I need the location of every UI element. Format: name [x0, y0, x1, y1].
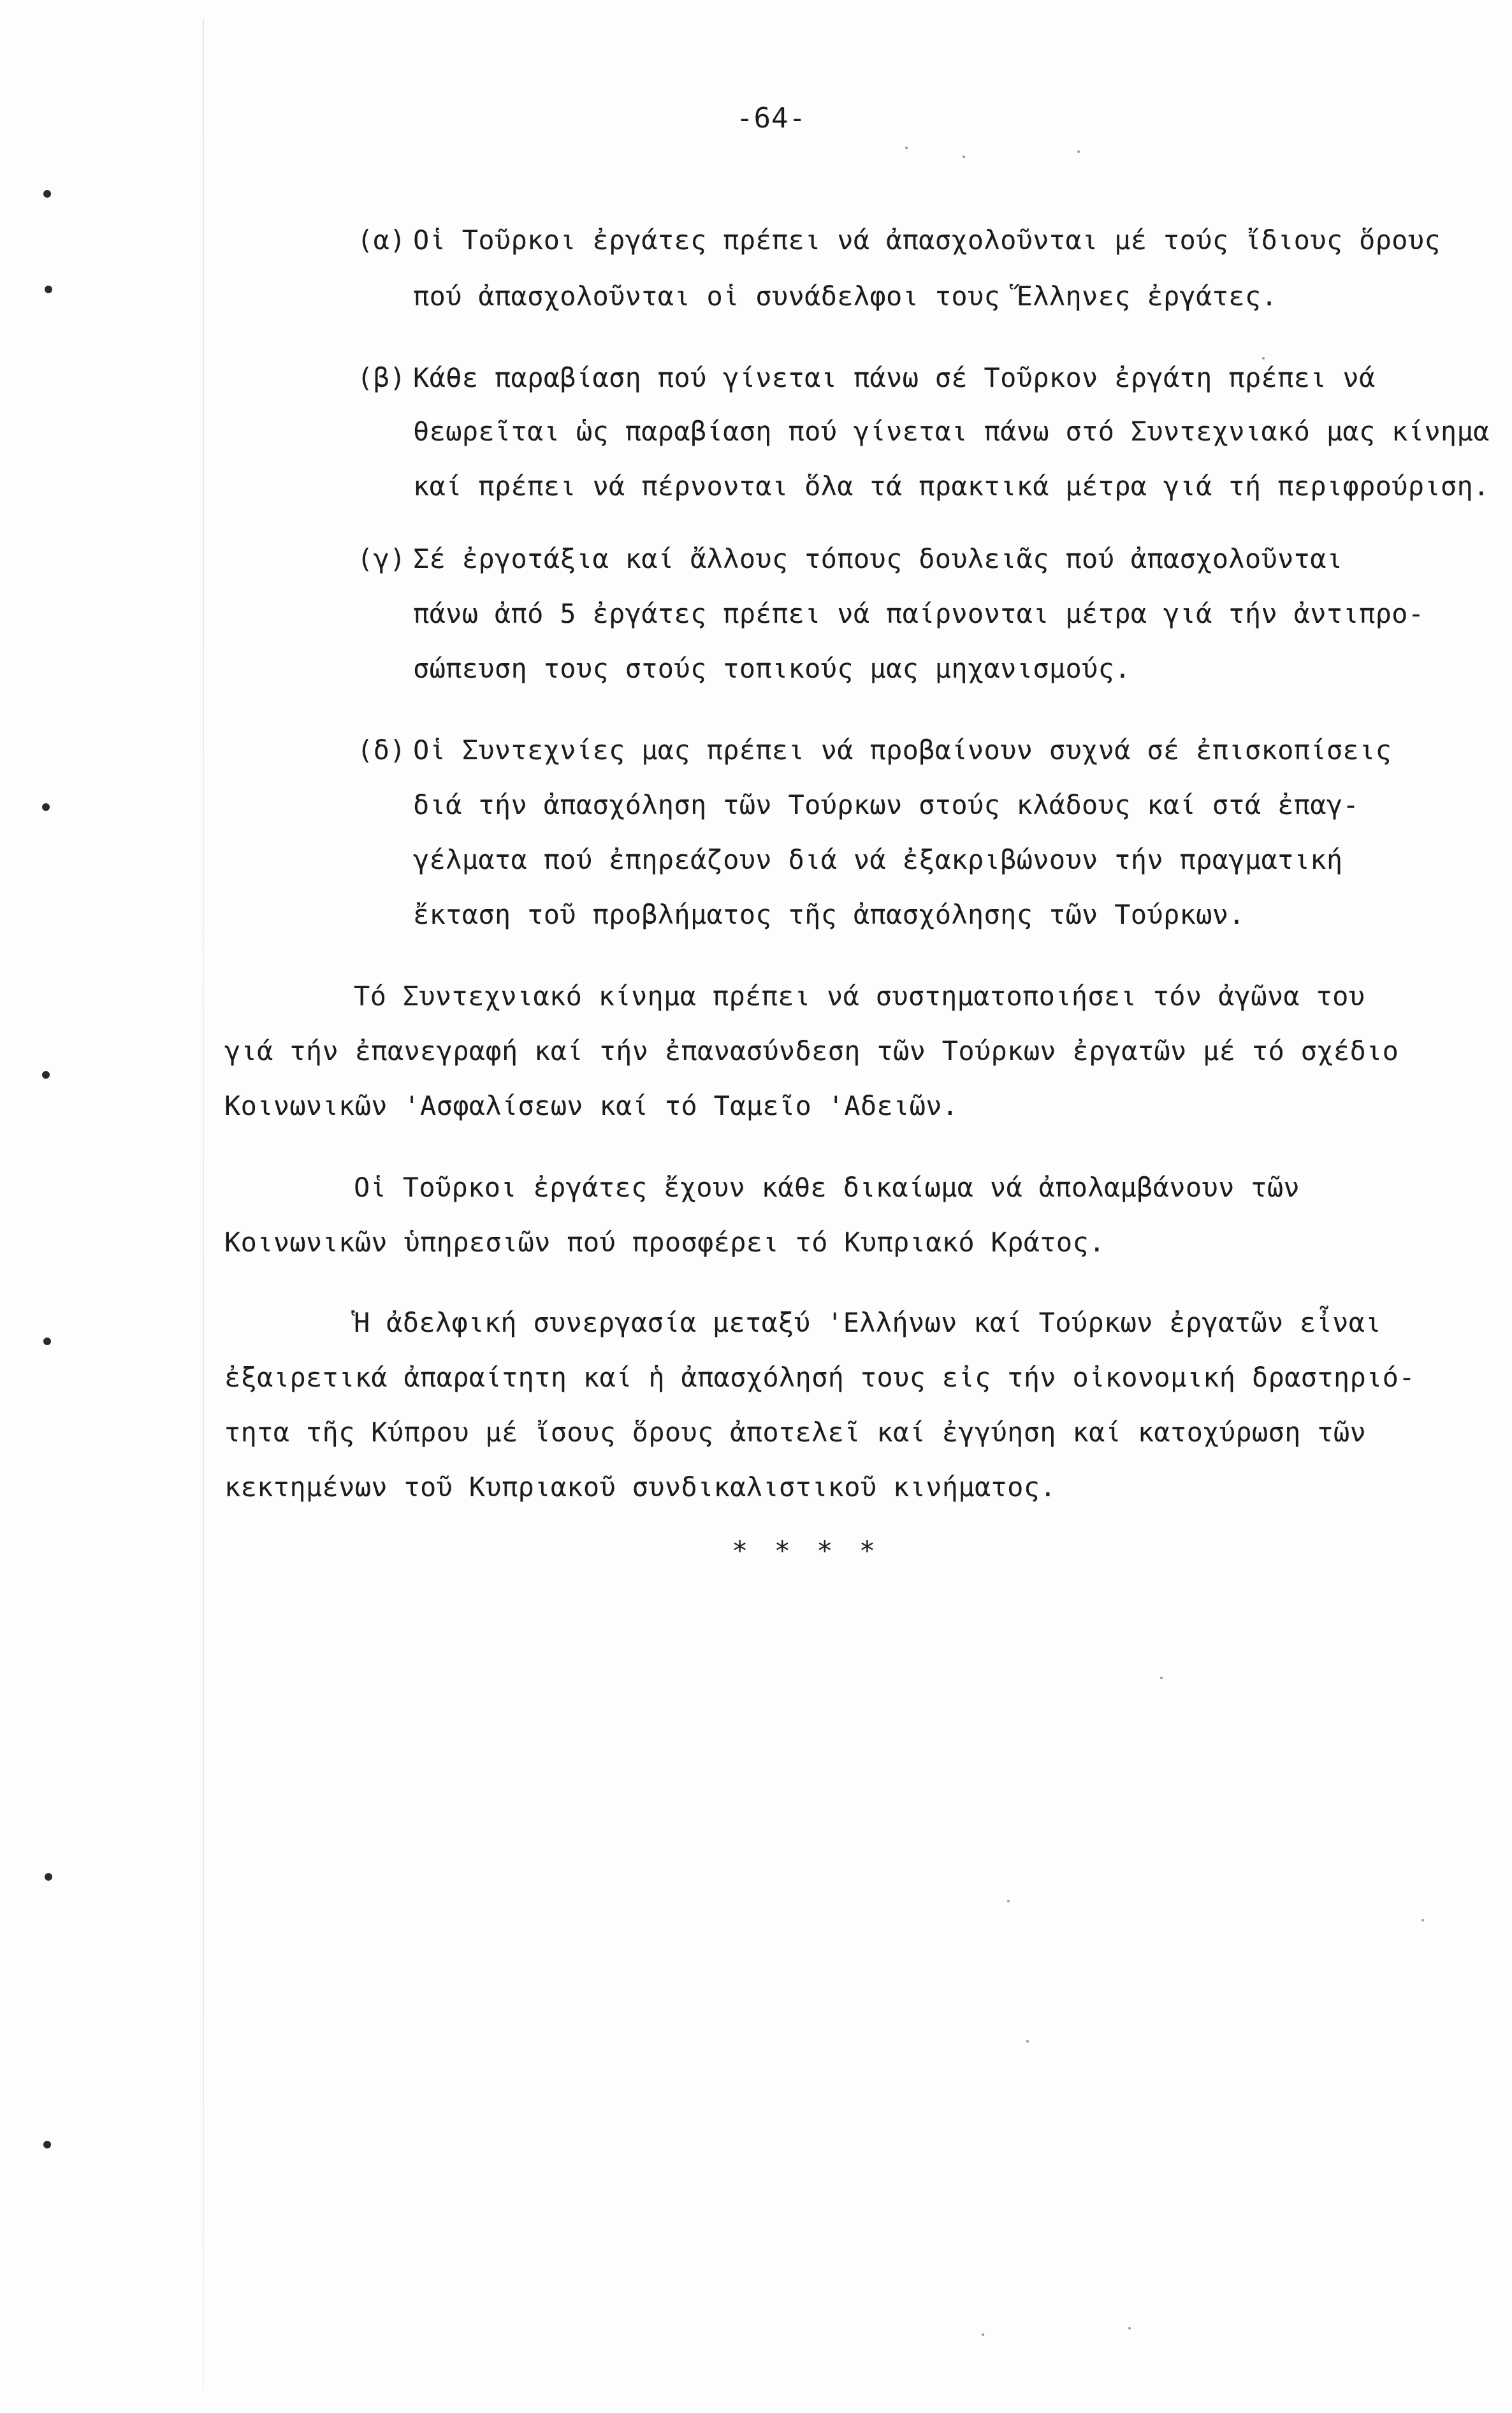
binder-dot [42, 1071, 50, 1079]
item-beta-line-2 [413, 416, 1490, 447]
paragraph-text: Κοινωνικῶν 'Ασφαλίσεων καί τό Ταμεῖο 'Αδειῶν. [224, 1090, 959, 1121]
paragraph-3-line-1 [354, 1307, 1381, 1338]
item-marker: (β) [357, 362, 406, 393]
item-marker: (α) [357, 224, 406, 256]
item-gamma-line-3 [413, 653, 1131, 684]
item-delta-line-1 [357, 734, 1392, 766]
item-beta-line-1 [357, 362, 1376, 393]
scan-speck [1421, 1919, 1424, 1921]
paragraph-2-line-2 [224, 1227, 1105, 1258]
paragraph-text: ἐξαιρετικά ἀπαραίτητη καί ἡ ἀπασχόλησή τους εἰς τήν οἰκονομική δραστηριό- [224, 1362, 1415, 1393]
paragraph-text: Τό Συντεχνιακό κίνημα πρέπει νά συστηματοποιήσει τόν ἀγῶνα του [354, 981, 1365, 1012]
item-text: ἔκταση τοῦ προβλήματος τῆς ἀπασχόλησης τῶν Τούρκων. [413, 899, 1245, 930]
scan-speck [982, 2333, 984, 2336]
item-delta-line-2 [413, 789, 1359, 820]
paragraph-text: Ἡ ἀδελφική συνεργασία μεταξύ 'Ελλήνων καί Τούρκων ἐργατῶν εἶναι [354, 1307, 1381, 1338]
binder-dot [42, 803, 50, 811]
paragraph-1-line-2 [224, 1035, 1399, 1067]
scan-speck [963, 156, 965, 158]
item-text: θεωρεῖται ὡς παραβίαση πού γίνεται πάνω στό Συντεχνιακό μας κίνημα [413, 416, 1490, 447]
paragraph-text: Οἱ Τοῦρκοι ἐργάτες ἔχουν κάθε δικαίωμα νά ἀπολαμβάνουν τῶν [354, 1172, 1300, 1203]
item-alpha-line-1 [357, 224, 1441, 256]
scan-speck [1077, 150, 1080, 153]
paragraph-text: κεκτημένων τοῦ Κυπριακοῦ συνδικαλιστικοῦ κινήματος. [224, 1471, 1056, 1503]
binder-dot [45, 1873, 52, 1881]
item-text: διά τήν ἀπασχόληση τῶν Τούρκων στούς κλάδους καί στά ἐπαγ- [413, 789, 1359, 820]
item-beta-line-3 [413, 470, 1490, 502]
binder-dot [45, 286, 52, 293]
item-delta-line-4 [413, 899, 1245, 930]
paragraph-text: τητα τῆς Κύπρου μέ ἴσους ὅρους ἀποτελεῖ καί ἐγγύηση καί κατοχύρωση τῶν [224, 1417, 1367, 1448]
item-text: πάνω ἀπό 5 ἐργάτες πρέπει νά παίρνονται μέτρα γιά τήν ἀντιπρο- [413, 598, 1425, 629]
item-text: Οἱ Συντεχνίες μας πρέπει νά προβαίνουν συχνά σέ ἐπισκοπίσεις [413, 734, 1392, 766]
end-mark: * * * * [732, 1535, 881, 1566]
item-text: Κάθε παραβίαση πού γίνεται πάνω σέ Τοῦρκον ἐργάτη πρέπει νά [413, 362, 1376, 393]
binder-dot [43, 2141, 51, 2148]
scan-speck [1160, 1677, 1163, 1679]
item-text: σώπευση τους στούς τοπικούς μας μηχανισμούς. [413, 653, 1131, 684]
item-text: Σέ ἐργοτάξια καί ἄλλους τόπους δουλειᾶς πού ἀπασχολοῦνται [413, 543, 1343, 574]
scan-speck [1128, 2327, 1131, 2329]
item-text: καί πρέπει νά πέρνονται ὅλα τά πρακτικά μέτρα γιά τή περιφρούριση. [413, 470, 1490, 502]
item-gamma-line-2 [413, 598, 1424, 629]
item-text: πού ἀπασχολοῦνται οἱ συνάδελφοι τους Ἕλληνες ἐργάτες. [413, 281, 1278, 312]
scan-speck [905, 147, 908, 149]
paragraph-3-line-3 [224, 1417, 1366, 1448]
paragraph-1-line-1 [354, 981, 1365, 1012]
item-text: Οἱ Τοῦρκοι ἐργάτες πρέπει νά ἀπασχολοῦνται μέ τούς ἴδιους ὅρους [413, 224, 1441, 256]
binder-dot [43, 190, 51, 198]
paragraph-3-line-4 [224, 1471, 1056, 1503]
item-marker: (γ) [357, 543, 406, 574]
item-delta-line-3 [413, 844, 1342, 875]
scan-speck [1026, 2040, 1029, 2043]
paragraph-text: Κοινωνικῶν ὑπηρεσιῶν πού προσφέρει τό Κυπριακό Κράτος. [224, 1227, 1105, 1258]
item-alpha-line-2 [413, 281, 1277, 312]
paragraph-2-line-1 [354, 1172, 1300, 1203]
scan-speck [1262, 357, 1265, 360]
paragraph-3-line-2 [224, 1362, 1415, 1393]
scan-speck [1007, 1900, 1010, 1902]
page-number: -64- [736, 102, 806, 135]
item-text: γέλματα πού ἐπηρεάζουν διά νά ἐξακριβώνουν τήν πραγματική [413, 844, 1343, 875]
item-marker: (δ) [357, 734, 406, 766]
binder-dot [43, 1338, 51, 1345]
item-gamma-line-1 [357, 543, 1342, 574]
paragraph-1-line-3 [224, 1090, 958, 1121]
margin-fold-line [203, 19, 204, 2391]
paragraph-text: γιά τήν ἐπανεγραφή καί τήν ἐπανασύνδεση τῶν Τούρκων ἐργατῶν μέ τό σχέδιο [224, 1035, 1399, 1067]
